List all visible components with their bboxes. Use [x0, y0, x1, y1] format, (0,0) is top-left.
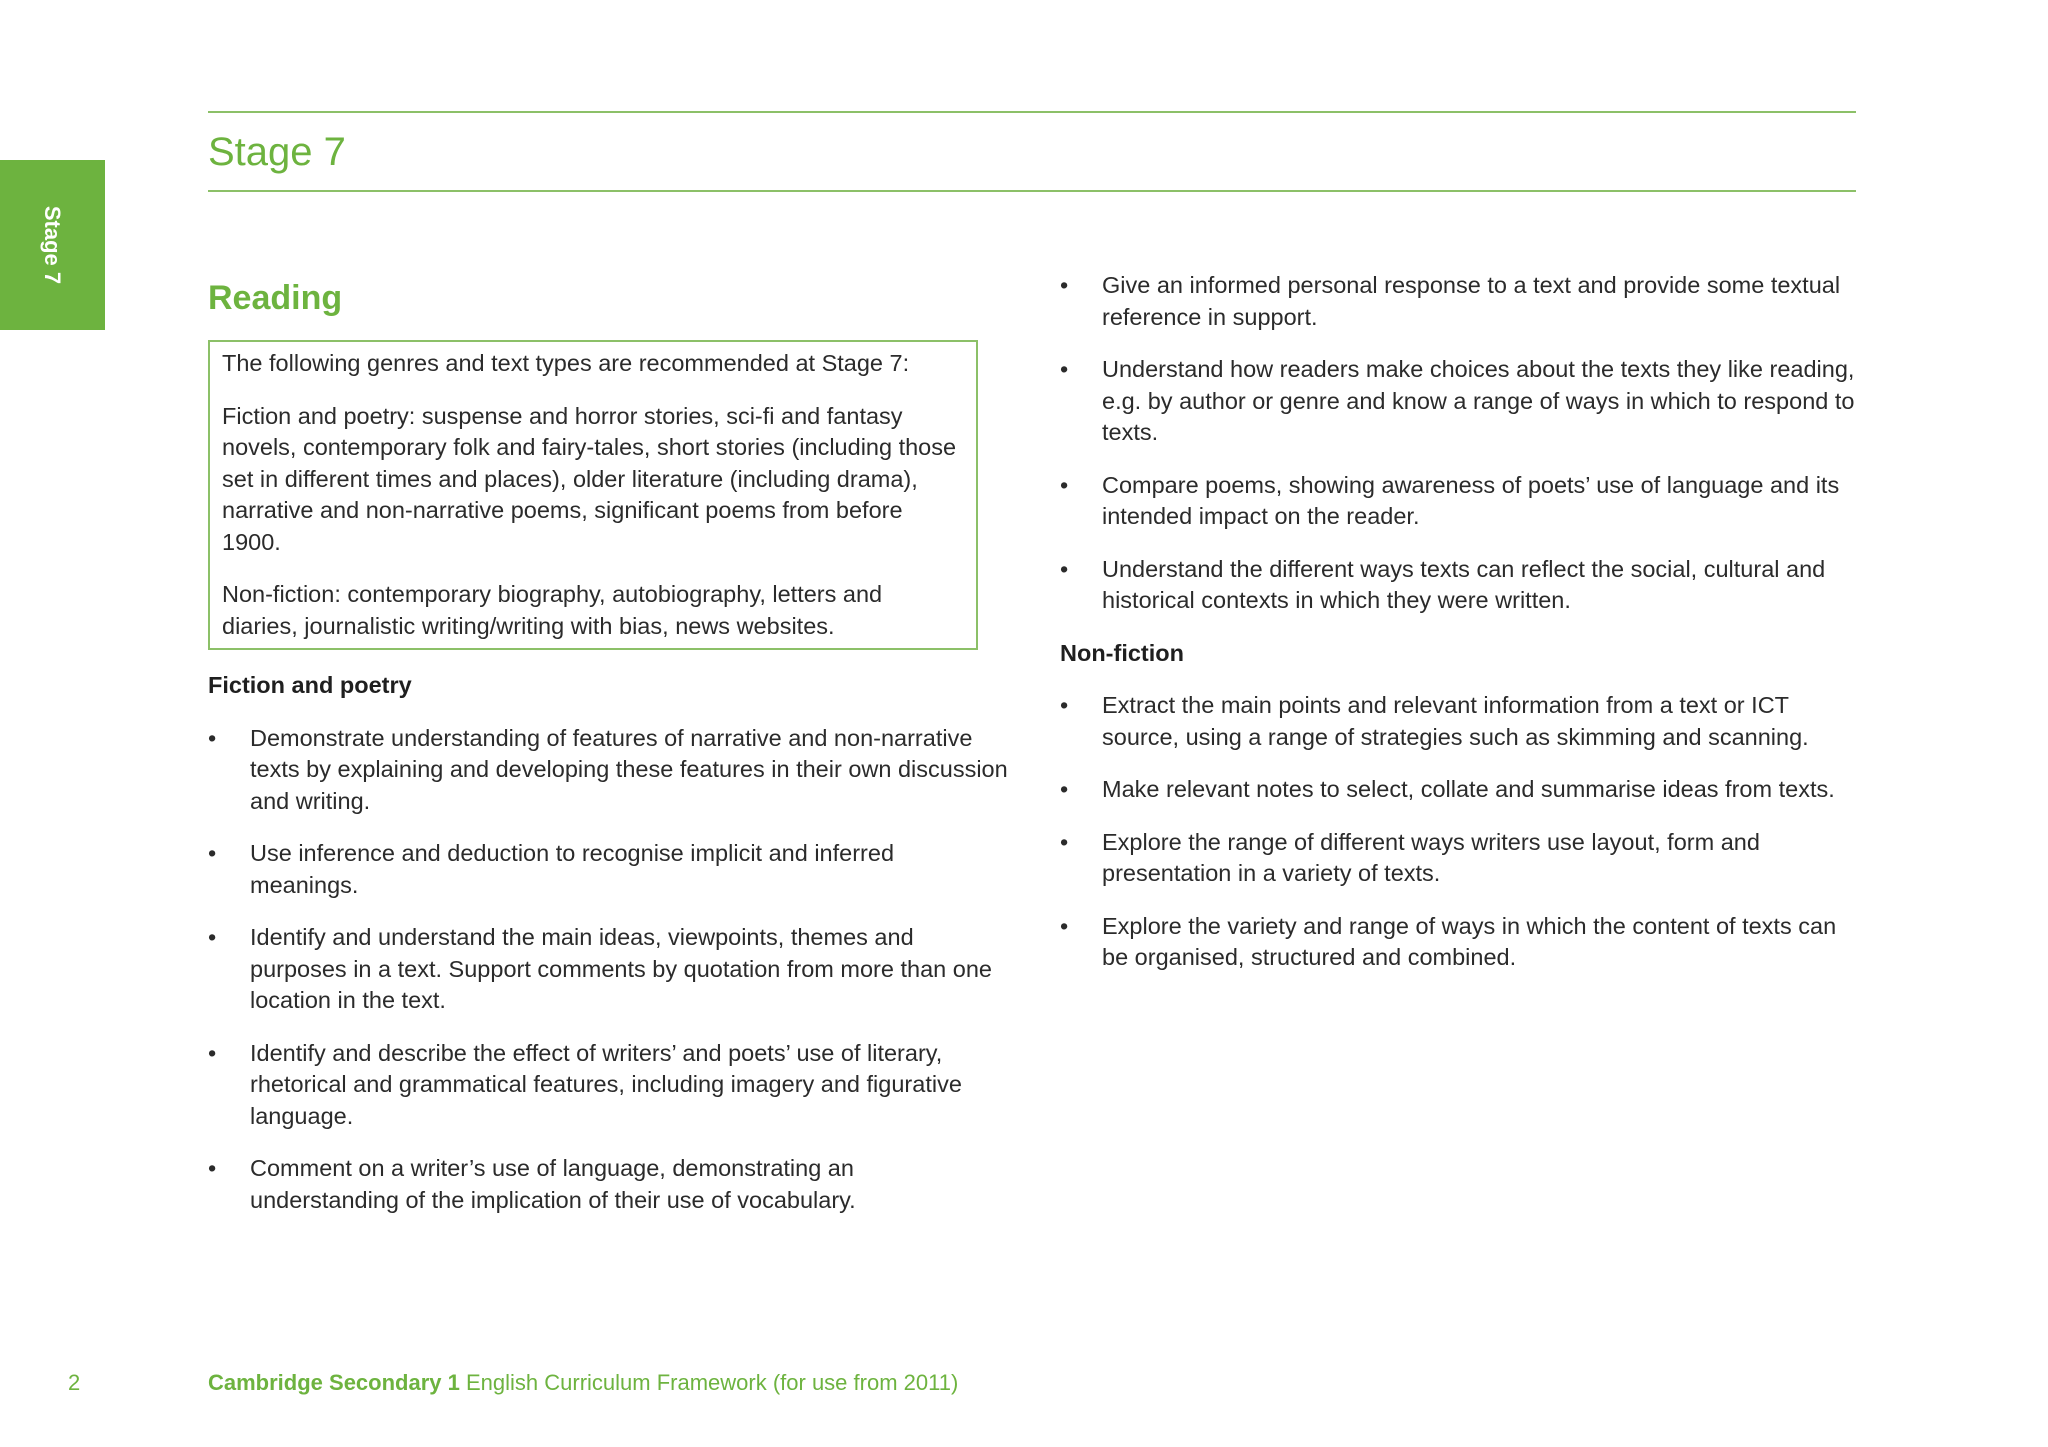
bullet-icon: •	[1060, 356, 1069, 382]
page-number: 2	[68, 1370, 81, 1395]
list-item	[1060, 690, 1860, 753]
list-item	[1060, 470, 1860, 533]
header-bottom-rule	[208, 190, 1856, 192]
footer-title	[208, 1370, 958, 1396]
bullet-icon: •	[1060, 272, 1069, 298]
bullet-icon: •	[208, 840, 217, 866]
left-column	[208, 270, 1008, 1237]
list-item-text: Compare poems, showing awareness of poets’ use of language and its intended impact on the reader.	[1102, 471, 1840, 529]
list-item	[1060, 554, 1860, 617]
page-title: Stage 7	[208, 130, 346, 174]
list-item-text: Use inference and deduction to recognise implicit and inferred meanings.	[250, 840, 895, 898]
right-column	[1060, 270, 1860, 995]
list-item-text: Identify and understand the main ideas, viewpoints, themes and purposes in a text. Support comments by quotation from more than one location in the text.	[250, 924, 992, 1013]
nonfiction-heading: Non-fiction	[1060, 639, 1184, 666]
bullet-icon: •	[208, 1155, 217, 1181]
footer-doc-title: English Curriculum Framework (for use from 2011)	[459, 1370, 959, 1395]
genre-box	[208, 340, 978, 650]
section-heading-reading: Reading	[208, 279, 343, 317]
genre-fiction: Fiction and poetry: suspense and horror stories, sci-fi and fantasy novels, contemporary folk and fairy-tales, short stories (including those set in different times and places), older literature (including drama), narrative and non-narrative poems, significant poems from before 1900.	[222, 402, 957, 555]
list-item	[1060, 911, 1860, 974]
genre-nonfiction: Non-fiction: contemporary biography, autobiography, letters and diaries, journalistic writing/writing with bias, news websites.	[222, 581, 883, 639]
list-item-text: Understand how readers make choices about the texts they like reading, e.g. by author or genre and know a range of ways in which to respond to texts.	[1102, 356, 1855, 445]
bullet-icon: •	[1060, 828, 1069, 855]
footer-brand: Cambridge Secondary 1	[208, 1370, 460, 1395]
stage-side-tab	[0, 160, 105, 330]
list-item	[208, 1153, 1008, 1216]
bullet-icon: •	[208, 1039, 217, 1066]
bullet-icon: •	[1060, 471, 1069, 498]
side-tab-label: Stage 7	[40, 205, 65, 285]
list-item-text: Make relevant notes to select, collate and summarise ideas from texts.	[1102, 776, 1835, 802]
list-item	[1060, 270, 1860, 333]
list-item	[1060, 774, 1860, 806]
bullet-icon: •	[208, 924, 217, 950]
bullet-icon: •	[208, 724, 217, 751]
bullet-icon: •	[1060, 555, 1069, 582]
list-item-text: Demonstrate understanding of features of narrative and non-narrative texts by explaining and developing these features in their own discussion and writing.	[250, 724, 1008, 814]
list-item	[1060, 827, 1860, 890]
list-item-text: Comment on a writer’s use of language, demonstrating an understanding of the implication of their use of vocabulary.	[250, 1155, 856, 1213]
genre-intro: The following genres and text types are recommended at Stage 7:	[222, 350, 910, 376]
bullet-icon: •	[1060, 776, 1069, 802]
header-top-rule	[208, 111, 1856, 113]
list-item-text: Identify and describe the effect of writers’ and poets’ use of literary, rhetorical and grammatical features, including imagery and figurative language.	[250, 1039, 962, 1129]
fiction-list-left	[208, 723, 1008, 1217]
list-item	[208, 723, 1008, 818]
fiction-heading: Fiction and poetry	[208, 672, 412, 698]
fiction-list-right	[1060, 270, 1860, 617]
list-item	[208, 1038, 1008, 1133]
list-item	[208, 922, 1008, 1017]
list-item-text: Understand the different ways texts can reflect the social, cultural and historical contexts in which they were written.	[1102, 555, 1826, 613]
list-item-text: Explore the range of different ways writers use layout, form and presentation in a variety of texts.	[1102, 828, 1760, 886]
bullet-icon: •	[1060, 692, 1069, 718]
nonfiction-list	[1060, 690, 1860, 974]
list-item-text: Extract the main points and relevant information from a text or ICT source, using a range of strategies such as skimming and scanning.	[1102, 692, 1809, 750]
list-item-text: Explore the variety and range of ways in which the content of texts can be organised, structured and combined.	[1102, 912, 1837, 970]
bullet-icon: •	[1060, 912, 1069, 939]
list-item	[208, 838, 1008, 901]
list-item-text: Give an informed personal response to a text and provide some textual reference in support.	[1102, 272, 1841, 330]
list-item	[1060, 354, 1860, 449]
